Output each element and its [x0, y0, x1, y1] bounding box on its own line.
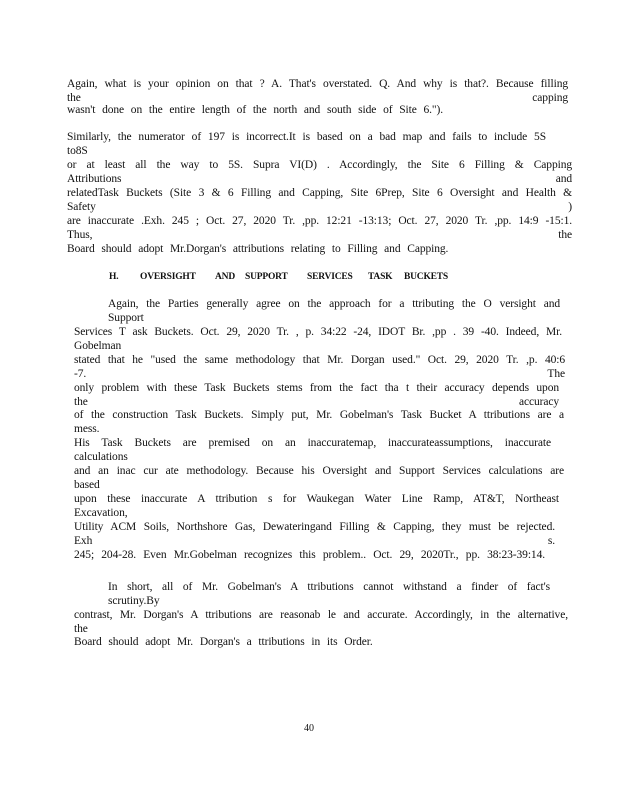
paragraph-3-line-3: Board should adopt Mr. Dorgan's a ttributions in its Order. [74, 636, 373, 648]
paragraph-1-line-6: are inaccurate .Exh. 245 ; Oct. 27, 2020 Tr. ,pp. 12:21 -13:13; Oct. 27, 2020 Tr. ,pp. 14:9 -15:1. Thus, the [67, 215, 572, 241]
paragraph-3-line-1: In short, all of Mr. Gobelman's A ttributions cannot withstand a finder of fact's scrutiny.By [108, 581, 550, 607]
section-heading-word: AND [215, 272, 235, 282]
paragraph-2-line-8: upon these inaccurate A ttribution s for Waukegan Water Line Ramp, AT&T, Northeast Excavation, [74, 493, 559, 519]
section-heading-word: BUCKETS [404, 272, 449, 282]
section-heading-word: SERVICES [307, 272, 353, 282]
paragraph-1-line-7: Board should adopt Mr.Dorgan's attributions relating to Filling and Capping. [67, 243, 449, 255]
section-heading-number: H. [109, 272, 119, 282]
paragraph-1-line-5: relatedTask Buckets (Site 3 & 6 Filling and Capping, Site 6Prep, Site 6 Oversight and Health & Safety ) [67, 187, 572, 213]
paragraph-1-line-4: or at least all the way to 5S. Supra VI(D) . Accordingly, the Site 6 Filling & Capping Attributions and [67, 159, 572, 185]
section-heading-word: SUPPORT [245, 272, 288, 282]
paragraph-2-line-7: and an inac cur ate methodology. Because his Oversight and Support Services calculations are based [74, 465, 564, 491]
section-heading-word: TASK [368, 272, 393, 282]
section-heading-word: OVERSIGHT [140, 272, 196, 282]
paragraph-2-line-4: only problem with these Task Buckets stems from the fact tha t their accuracy depends upon the accuracy [74, 382, 559, 408]
paragraph-1-line-1: Again, what is your opinion on that ? A. That's overstated. Q. And why is that?. Because filling the capping [67, 78, 568, 104]
paragraph-1-line-2: wasn't done on the entire length of the north and south side of Site 6."). [67, 104, 444, 116]
paragraph-2-line-1: Again, the Parties generally agree on the approach for a ttributing the O versight and Support [108, 298, 560, 324]
paragraph-2-line-3: stated that he "used the same methodology that Mr. Dorgan used." Oct. 29, 2020 Tr. ,p. 40:6 -7. The [74, 354, 565, 380]
paragraph-2-line-2: Services T ask Buckets. Oct. 29, 2020 Tr. , p. 34:22 -24, IDOT Br. ,pp . 39 -40. Indeed, Mr. Gobelman [74, 326, 562, 352]
paragraph-3-line-2: contrast, Mr. Dorgan's A ttributions are reasonab le and accurate. Accordingly, in the alternative, the [74, 609, 568, 635]
paragraph-2-line-5: of the construction Task Buckets. Simply put, Mr. Gobelman's Task Bucket A ttributions are a mess. [74, 409, 564, 435]
page-number: 40 [304, 723, 314, 734]
paragraph-2-line-9: Utility ACM Soils, Northshore Gas, Dewateringand Filling & Capping, they must be rejected. Exh s. [74, 521, 555, 547]
paragraph-2-line-10: 245; 204-28. Even Mr.Gobelman recognizes this problem.. Oct. 29, 2020Tr., pp. 38:23-39:14. [74, 549, 545, 561]
paragraph-2-line-6: His Task Buckets are premised on an inaccuratemap, inaccurateassumptions, inaccurate calculations [74, 437, 551, 463]
paragraph-1-line-3: Similarly, the numerator of 197 is incorrect.It is based on a bad map and fails to include 5S to8S [67, 131, 546, 157]
